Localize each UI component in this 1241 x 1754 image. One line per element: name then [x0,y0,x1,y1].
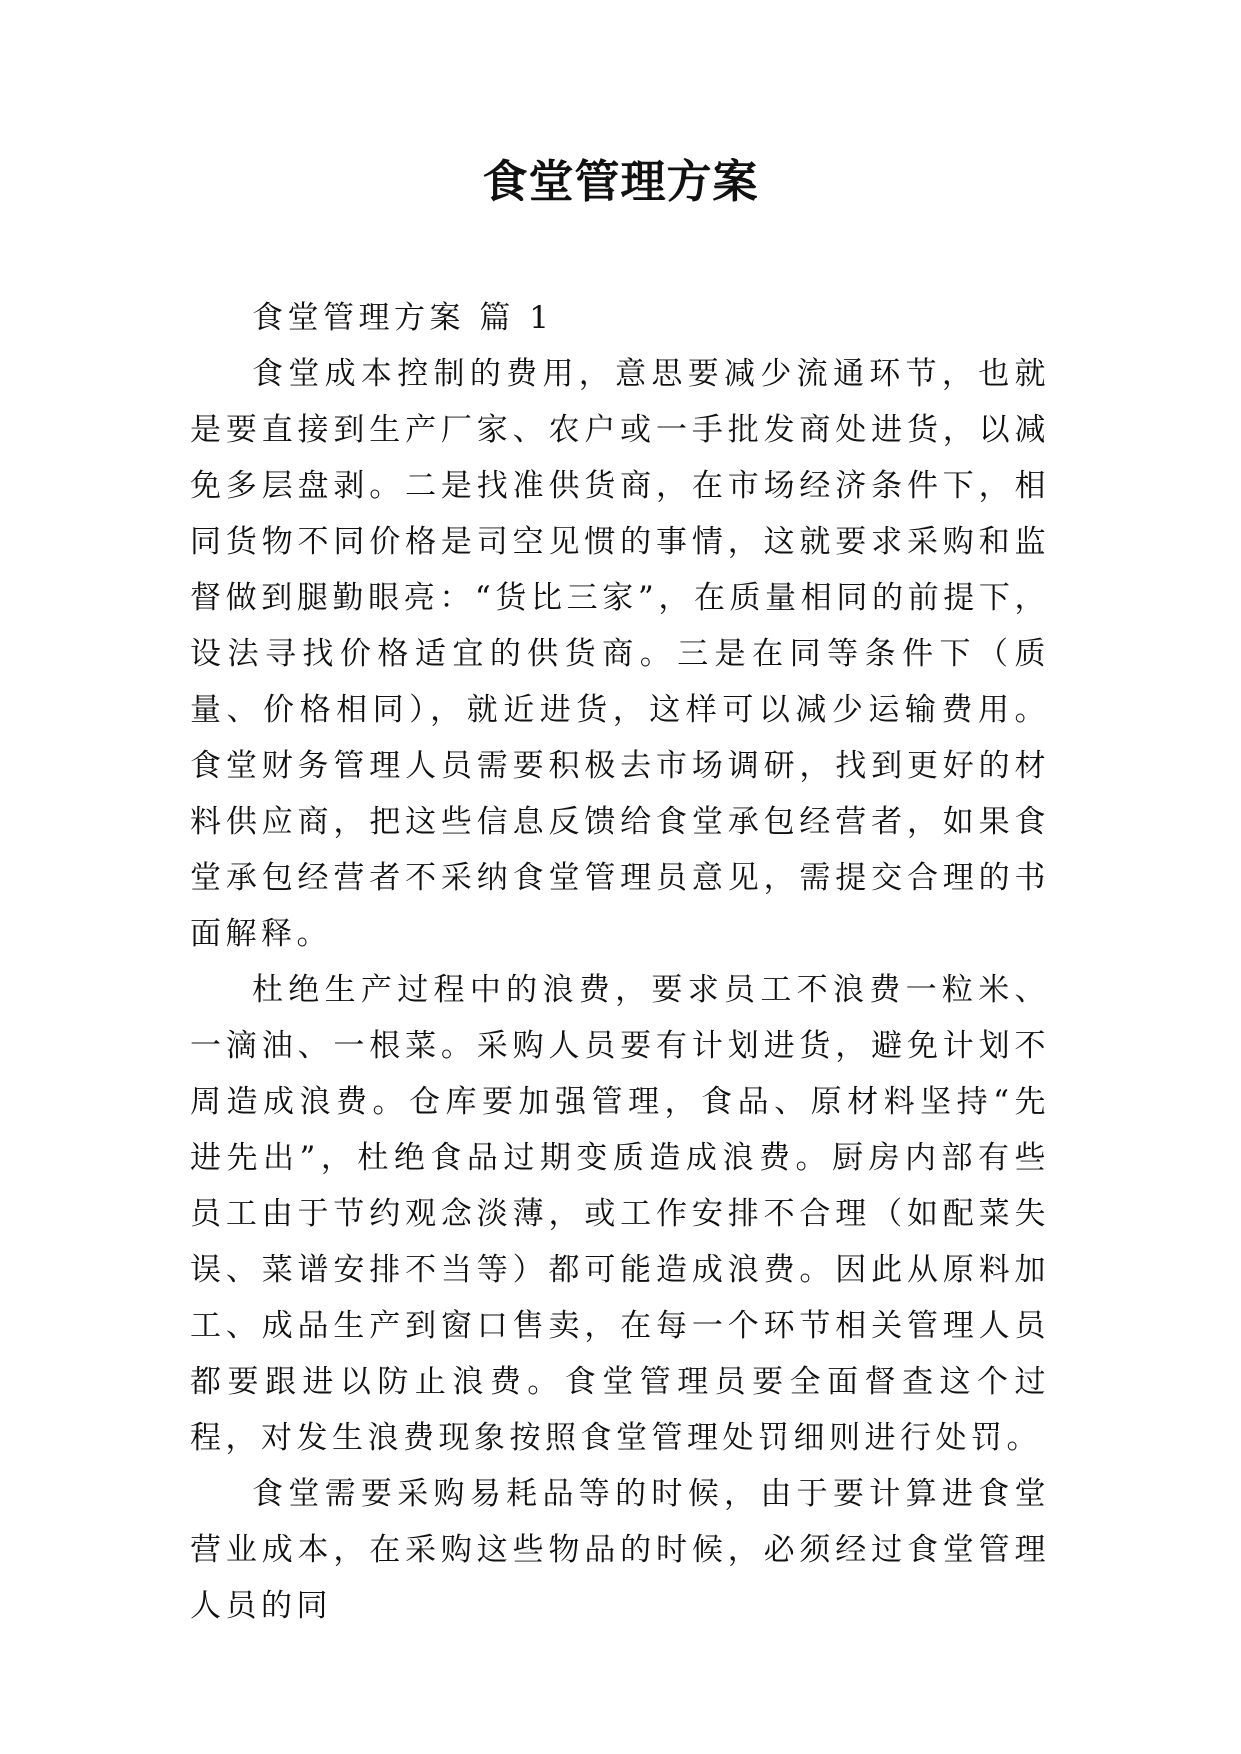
document-title: 食堂管理方案 [482,155,759,208]
document-body [190,290,1050,1634]
paragraph-2: 杜绝生产过程中的浪费，要求员工不浪费一粒米、一滴油、一根菜。采购人员要有计划进货，避免计划不周造成浪费。仓库要加强管理，食品、原材料坚持“先进先出”，杜绝食品过期变质造成浪费。厨房内部有些员工由于节约观念淡薄，或工作安排不合理（如配菜失误、菜谱安排不当等）都可能造成浪费。因此从原料加工、成品生产到窗口售卖，在每一个环节相关管理人员都要跟进以防止浪费。食堂管理员要全面督查这个过程，对发生浪费现象按照食堂管理处罚细则进行处罚。 [190,972,1050,1456]
section-heading: 食堂管理方案 篇 1 [252,300,554,336]
paragraph-3: 食堂需要采购易耗品等的时候，由于要计算进食堂营业成本，在采购这些物品的时候，必须经过食堂管理人员的同 [190,1476,1050,1624]
paragraph-1: 食堂成本控制的费用，意思要减少流通环节，也就是要直接到生产厂家、农户或一手批发商处进货，以减免多层盘剥。二是找准供货商，在市场经济条件下，相同货物不同价格是司空见惯的事情，这就要求采购和监督做到腿勤眼亮：“货比三家”，在质量相同的前提下，设法寻找价格适宜的供货商。三是在同等条件下（质量、价格相同），就近进货，这样可以减少运输费用。食堂财务管理人员需要积极去市场调研，找到更好的材料供应商，把这些信息反馈给食堂承包经营者，如果食堂承包经营者不采纳食堂管理员意见，需提交合理的书面解释。 [190,356,1050,952]
